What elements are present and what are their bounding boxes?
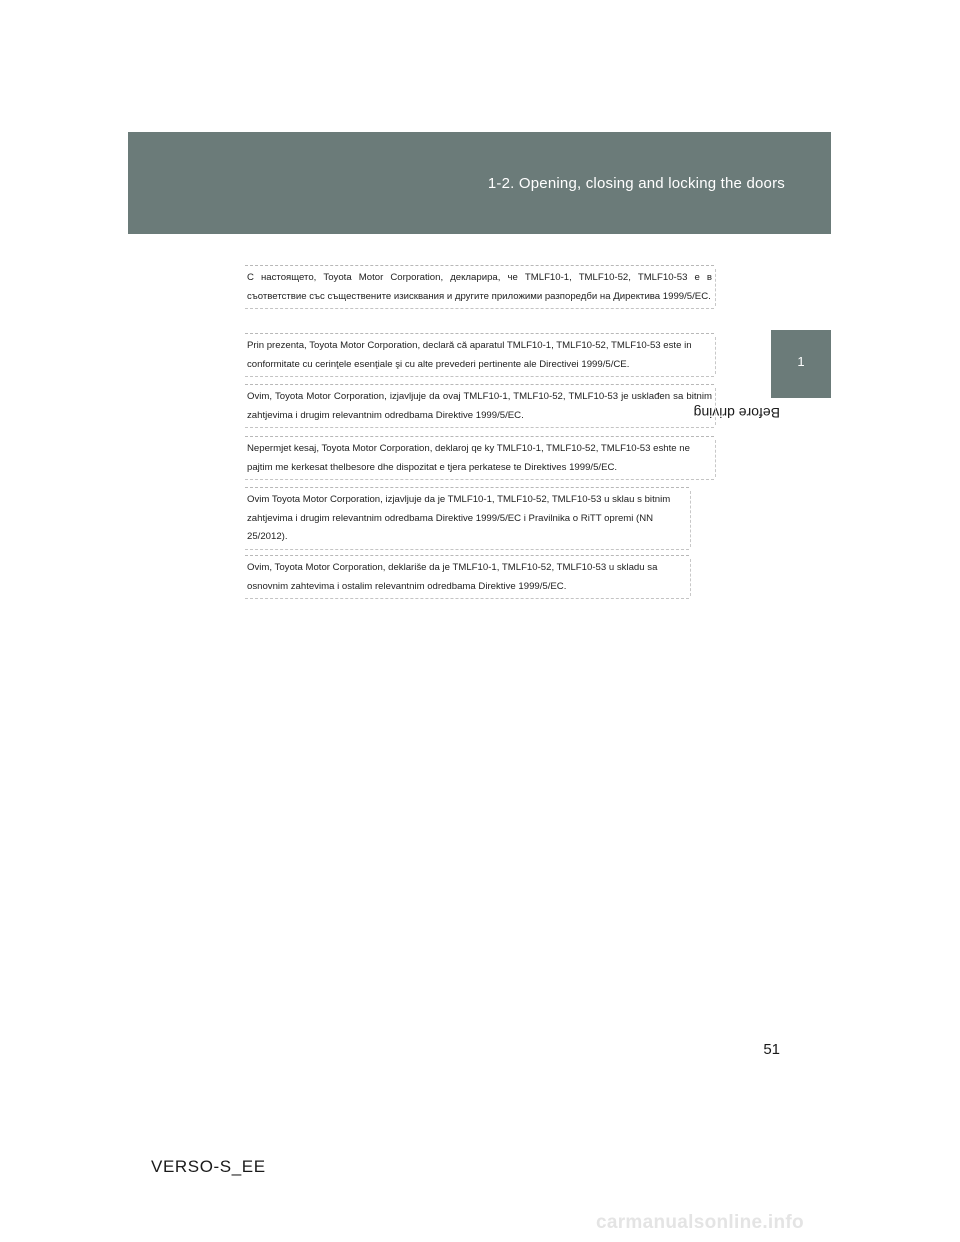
declaration-text: С настоящето, Toyota Motor Corporation, декларира, че TMLF10-1, TMLF10-52, TMLF10-53 е в съответствие със съществените изисквания и другите приложими разпоредби на Директива 1999/5/EC. bbox=[247, 272, 712, 302]
scan-border bbox=[690, 491, 691, 547]
declaration-text: Ovim Toyota Motor Corporation, izjavljuje da je TMLF10-1, TMLF10-52, TMLF10-53 u sklau s bitnim zahtjevima i drugim relevantnim odredbama Direktive 1999/5/EC i Pravilnika o RiTT opremi (NN 25/2012). bbox=[247, 494, 671, 542]
chapter-number: 1 bbox=[797, 354, 805, 369]
section-header-band bbox=[128, 132, 831, 234]
chapter-label-container bbox=[693, 405, 806, 525]
scan-border bbox=[715, 388, 716, 425]
scan-border bbox=[715, 269, 716, 306]
chapter-tab bbox=[771, 330, 831, 398]
declaration-bosnian bbox=[247, 388, 712, 425]
page-number: 51 bbox=[763, 1041, 780, 1058]
declaration-romanian bbox=[247, 337, 712, 374]
scan-border bbox=[715, 337, 716, 374]
chapter-label: Before driving bbox=[693, 405, 780, 421]
declaration-text: Ovim, Toyota Motor Corporation, izjavljuje da ovaj TMLF10-1, TMLF10-52, TMLF10-53 je usklađen sa bitnim zahtjevima i drugim relevantnim odredbama Direktive 1999/5/EC. bbox=[247, 391, 712, 421]
declaration-croatian bbox=[247, 491, 687, 547]
scan-border bbox=[715, 440, 716, 477]
declaration-text: Prin prezenta, Toyota Motor Corporation, declară că aparatul TMLF10-1, TMLF10-52, TMLF10-53 este in conformitate cu cerinţele esenţiale şi cu alte prevederi pertinente ale Directivei 1999/5/CE. bbox=[247, 340, 692, 370]
declaration-bulgarian bbox=[247, 269, 712, 306]
model-code: VERSO-S_EE bbox=[151, 1157, 266, 1176]
declaration-text: Nepermjet kesaj, Toyota Motor Corporation, deklaroj qe ky TMLF10-1, TMLF10-52, TMLF10-53 eshte ne pajtim me kerkesat thelbesore dhe dispozitat e tjera perkatese te Direktives 1999/5/EC. bbox=[247, 443, 690, 473]
scan-border bbox=[690, 559, 691, 596]
section-title: 1-2. Opening, closing and locking the doors bbox=[487, 175, 785, 192]
declaration-serbian bbox=[247, 559, 687, 596]
declaration-text: Ovim, Toyota Motor Corporation, deklariše da je TMLF10-1, TMLF10-52, TMLF10-53 u skladu sa osnovnim zahtevima i ostalim relevantnim odredbama Direktive 1999/5/EC. bbox=[247, 562, 658, 592]
declaration-albanian bbox=[247, 440, 712, 477]
watermark: carmanualsonline.info bbox=[596, 1212, 804, 1233]
